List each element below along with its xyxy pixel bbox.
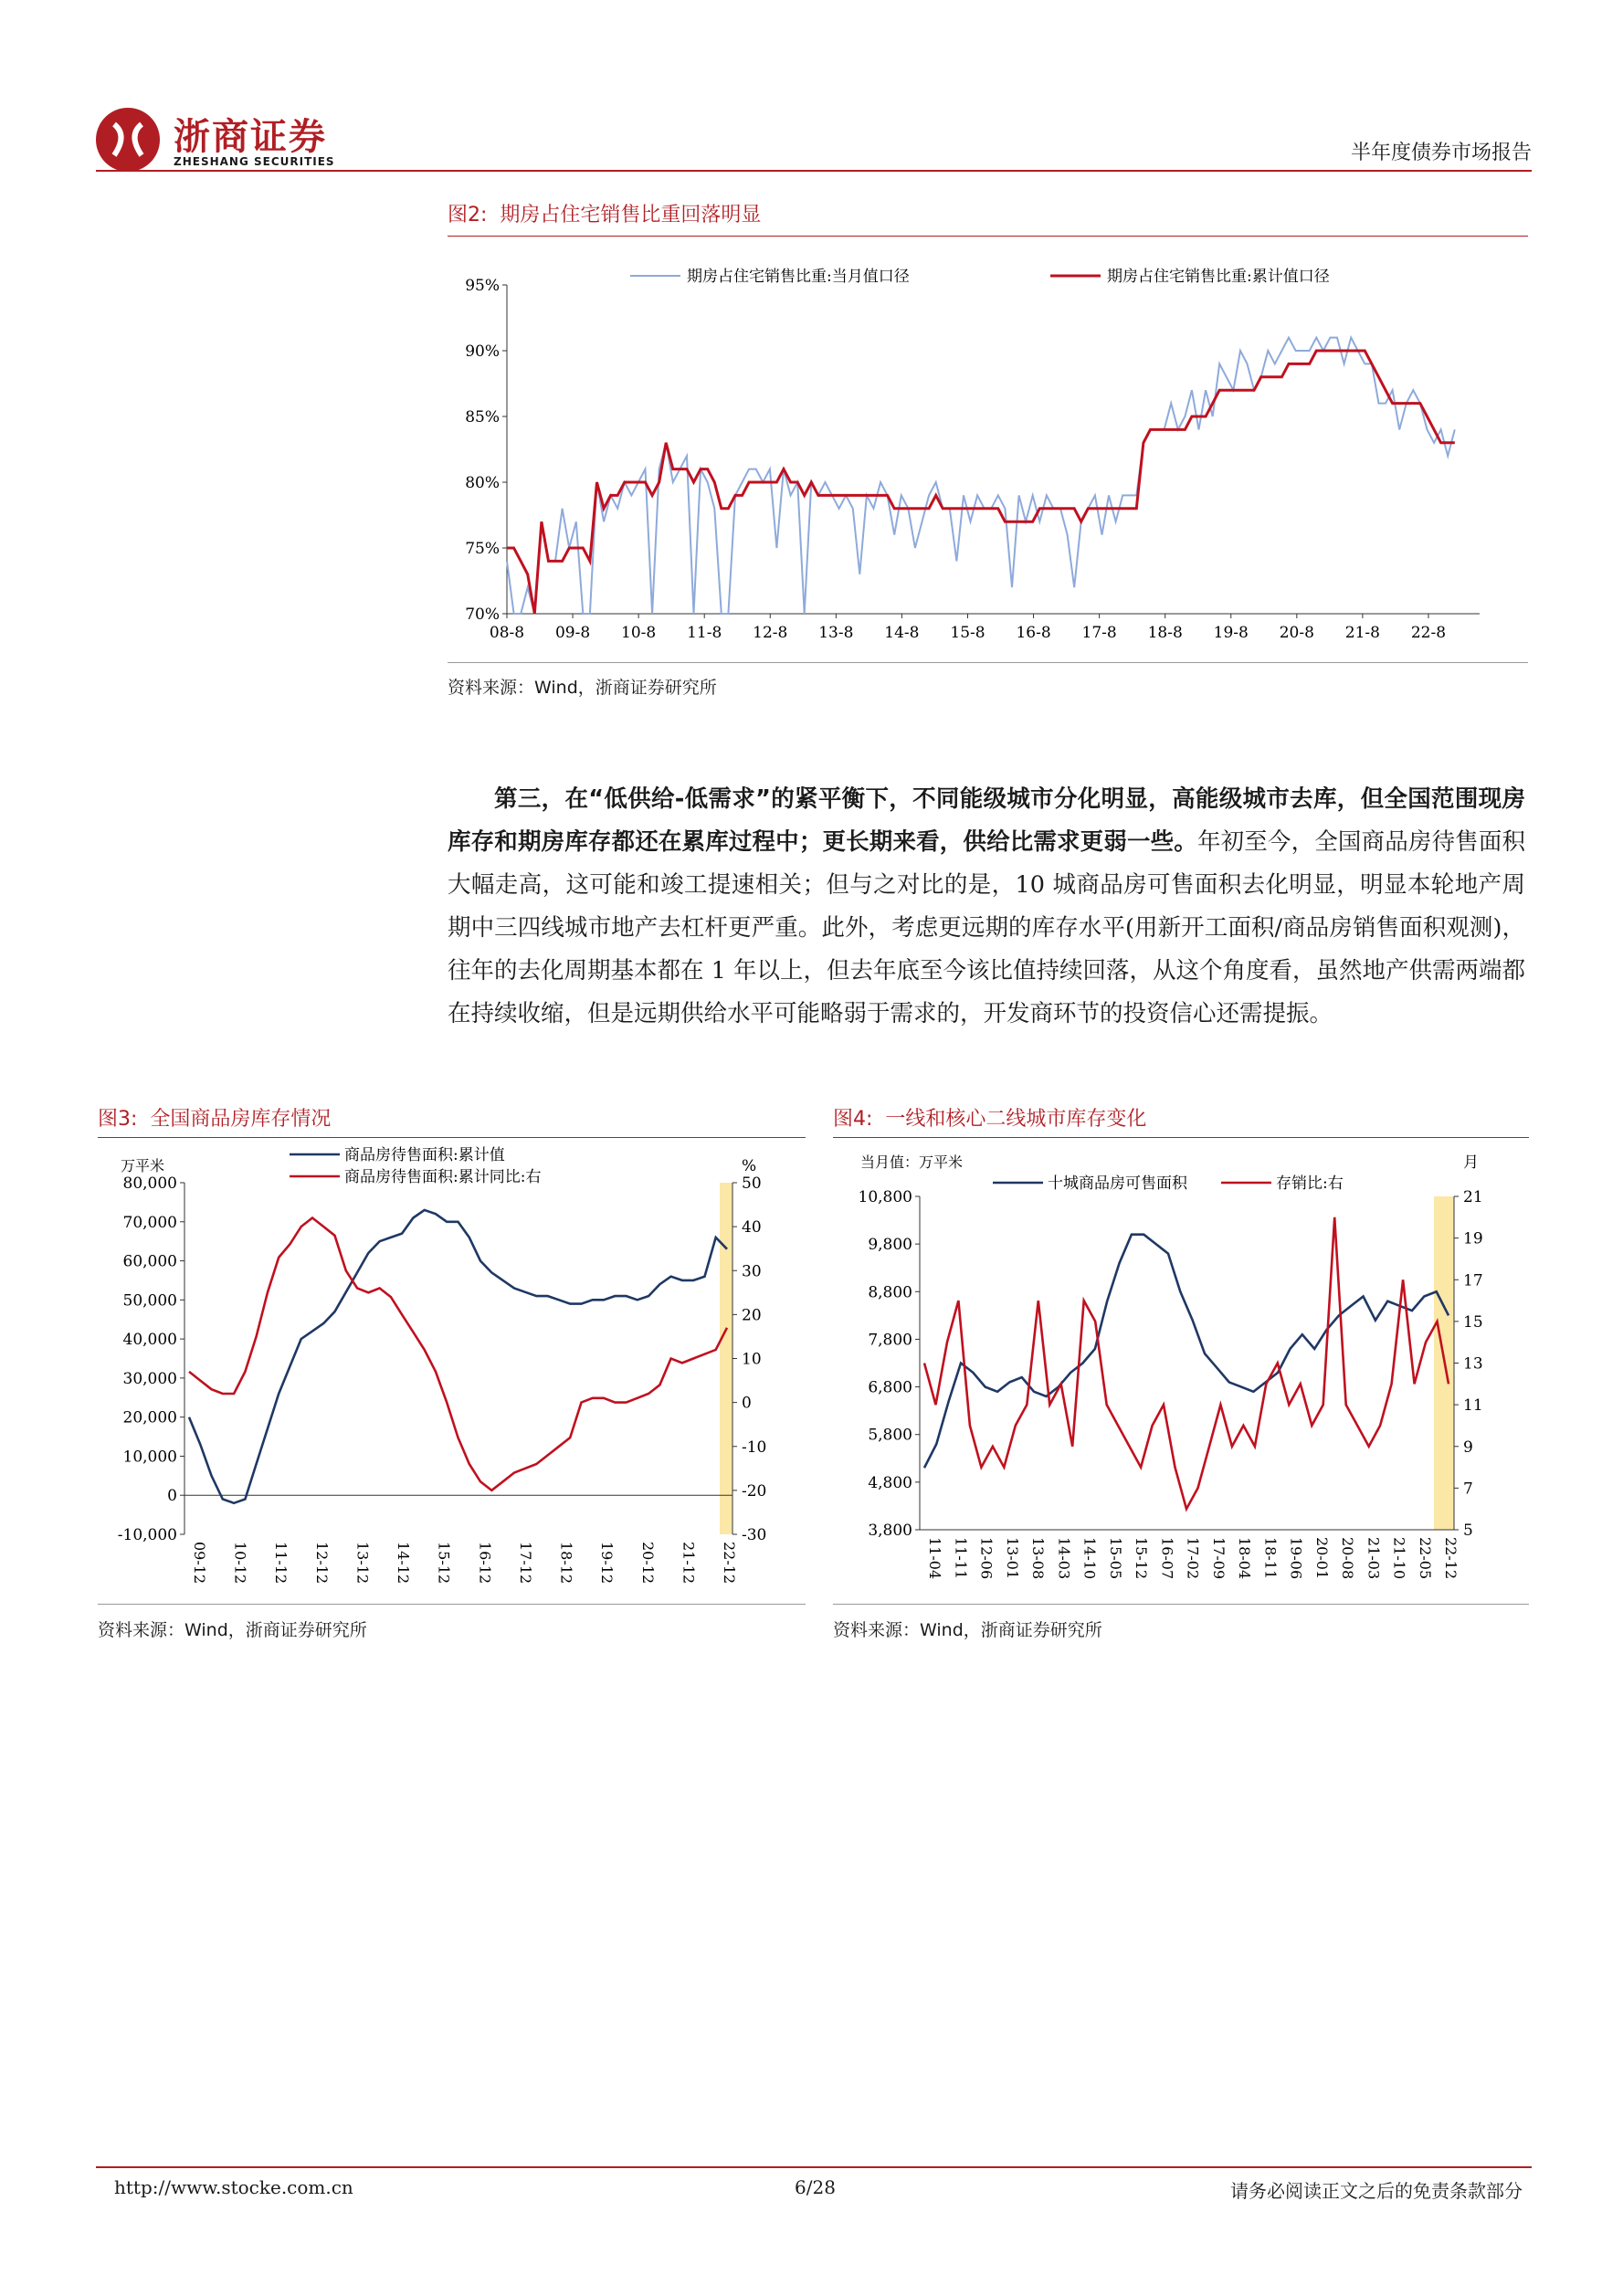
- logo-mark: [96, 108, 160, 172]
- fig2-y-tick-label: 70%: [465, 606, 500, 624]
- fig2-x-tick-label: 13-8: [818, 624, 854, 642]
- fig4-series-1-line: [924, 1235, 1449, 1469]
- fig4-x-tick-label: 15-05: [1106, 1537, 1124, 1580]
- page-number: 6/28: [795, 2176, 836, 2198]
- fig3-x-tick-label: 16-12: [476, 1542, 494, 1585]
- fig2-source: 资料来源：Wind，浙商证券研究所: [448, 678, 717, 698]
- fig3-y-left-tick-label: 0: [167, 1487, 177, 1506]
- fig2-x-tick-label: 14-8: [884, 624, 920, 642]
- fig3-x-tick-label: 19-12: [598, 1542, 617, 1585]
- fig3-legend-label: 商品房待售面积:累计值: [344, 1146, 505, 1164]
- fig3-y-left-tick-label: 80,000: [122, 1174, 177, 1193]
- fig4-x-tick-label: 15-12: [1133, 1537, 1150, 1580]
- fig4-x-tick-label: 12-06: [977, 1537, 996, 1580]
- fig3-y-right-tick-label: -10: [742, 1438, 767, 1457]
- fig4-x-tick-label: 21-10: [1390, 1537, 1408, 1580]
- fig3-top-rule: [98, 1137, 806, 1138]
- report-type: 半年度债券市场报告: [1350, 142, 1532, 164]
- fig3-x-tick-label: 14-12: [395, 1542, 413, 1585]
- paragraph-bold: 第三，在“低供给-低需求”的紧平衡下，不同能级城市分化明显，高能级城市去库，但全国范围现房库存和期房库存都还在累库过程中；更长期来看，供给比需求更弱一些。: [448, 785, 1525, 856]
- fig2-x-tick-label: 15-8: [950, 624, 985, 642]
- fig3-title: 图3: 全国商品房库存情况: [98, 1108, 332, 1131]
- fig3-y-right-tick-label: 0: [742, 1394, 752, 1413]
- fig2-y-tick-label: 85%: [465, 408, 500, 427]
- fig2-top-rule: [448, 236, 1528, 237]
- fig3-y-right-tick-label: -30: [742, 1526, 767, 1544]
- fig4-y-left-tick-label: 9,800: [868, 1236, 912, 1255]
- fig4-x-tick-label: 21-03: [1365, 1537, 1383, 1580]
- fig4-y-left-tick-label: 3,800: [868, 1522, 912, 1540]
- fig2-legend-label: 期房占住宅销售比重:累计值口径: [1107, 268, 1330, 286]
- fig3-series-1-line: [189, 1210, 727, 1503]
- fig4-x-tick-label: 18-04: [1236, 1537, 1253, 1580]
- fig3-y-left-tick-label: 30,000: [122, 1369, 177, 1388]
- fig3-x-tick-label: 12-12: [312, 1542, 331, 1585]
- fig4-x-tick-label: 18-11: [1261, 1537, 1280, 1580]
- fig4-y-left-tick-label: 5,800: [868, 1426, 912, 1445]
- fig2-legend-label: 期房占住宅销售比重:当月值口径: [687, 268, 910, 286]
- fig3-x-tick-label: 22-12: [721, 1542, 738, 1585]
- body-paragraph: [448, 778, 1525, 1036]
- fig2-x-tick-label: 08-8: [489, 624, 525, 642]
- fig4-x-tick-label: 14-03: [1055, 1537, 1073, 1580]
- fig3-y-left-tick-label: -10,000: [117, 1526, 177, 1544]
- fig4-x-tick-label: 13-01: [1003, 1537, 1021, 1580]
- fig3-legend-label: 商品房待售面积:累计同比:右: [344, 1168, 542, 1186]
- footer-rule: [96, 2166, 1532, 2168]
- fig2-chart: [448, 239, 1528, 659]
- fig4-y-right-tick-label: 15: [1463, 1312, 1483, 1332]
- fig3-y-left-tick-label: 10,000: [122, 1448, 177, 1467]
- fig3-x-tick-label: 10-12: [231, 1542, 249, 1585]
- fig4-y-right-tick-label: 13: [1463, 1354, 1483, 1374]
- fig4-x-tick-label: 22-05: [1416, 1537, 1434, 1580]
- fig3-source: 资料来源：Wind，浙商证券研究所: [98, 1620, 367, 1640]
- fig3-highlight-band: [720, 1183, 732, 1534]
- fig2-y-tick-label: 80%: [465, 474, 500, 492]
- header-rule: [96, 170, 1532, 172]
- fig2-y-tick-label: 90%: [465, 342, 500, 361]
- fig4-x-tick-label: 11-04: [926, 1537, 943, 1580]
- paragraph-normal: 年初至今，全国商品房待售面积大幅走高，这可能和竣工提速相关；但与之对比的是，10 城商品房可售面积去化明显，明显本轮地产周期中三四线城市地产去杠杆更严重。此外，考虑更远期的库存水平(用新开工面积/商品房销售面积观测)，往年的去化周期基本都在 1 年以上，但去年底至今该比值持续回落，从这个角度看，虽然地产供需两端都在持续收缩，但是远期供给水平可能略弱于需求的，开发商环节的投资信心还需提振。: [448, 828, 1525, 1027]
- fig4-source: 资料来源：Wind，浙商证券研究所: [833, 1620, 1102, 1640]
- fig3-y-right-tick-label: 50: [742, 1174, 762, 1193]
- logo-text: 浙商证券: [174, 116, 327, 158]
- fig2-title: 图2: 期房占住宅销售比重回落明显: [448, 204, 762, 226]
- fig2-series-1-line: [507, 338, 1455, 614]
- fig3-y-right-tick-label: 40: [742, 1218, 762, 1238]
- fig3-x-tick-label: 11-12: [272, 1542, 290, 1585]
- fig4-y-left-tick-label: 10,800: [858, 1188, 912, 1206]
- fig2-x-tick-label: 11-8: [687, 624, 722, 642]
- fig2-y-tick-label: 75%: [465, 540, 500, 558]
- fig2-y-tick-label: 95%: [465, 277, 500, 295]
- footer-url[interactable]: http://www.stocke.com.cn: [114, 2176, 353, 2198]
- fig4-x-tick-label: 13-08: [1029, 1537, 1047, 1580]
- fig2-x-tick-label: 10-8: [621, 624, 657, 642]
- fig2-bottom-rule: [448, 662, 1528, 663]
- fig2-x-tick-label: 12-8: [753, 624, 788, 642]
- footer-disclaimer: 请务必阅读正文之后的免责条款部分: [1230, 2180, 1523, 2202]
- fig3-y-left-tick-label: 40,000: [122, 1331, 177, 1350]
- fig4-x-tick-label: 16-07: [1158, 1537, 1176, 1580]
- fig3-x-tick-label: 21-12: [680, 1542, 698, 1585]
- fig4-y-right-tick-label: 7: [1463, 1480, 1473, 1499]
- fig3-x-tick-label: 15-12: [435, 1542, 453, 1585]
- fig4-top-rule: [833, 1137, 1529, 1138]
- fig3-bottom-rule: [98, 1604, 806, 1605]
- fig2-x-tick-label: 19-8: [1213, 624, 1249, 642]
- fig4-right-unit: 月: [1463, 1153, 1479, 1172]
- fig3-y-left-tick-label: 20,000: [122, 1408, 177, 1427]
- fig3-x-tick-label: 18-12: [557, 1542, 575, 1585]
- fig4-x-tick-label: 17-02: [1184, 1537, 1202, 1580]
- fig2-x-tick-label: 16-8: [1016, 624, 1051, 642]
- fig4-y-right-tick-label: 9: [1463, 1438, 1473, 1457]
- fig3-x-tick-label: 17-12: [516, 1542, 534, 1585]
- fig4-chart: [833, 1142, 1529, 1598]
- fig4-x-tick-label: 11-11: [952, 1537, 970, 1580]
- fig4-y-left-tick-label: 8,800: [868, 1283, 912, 1302]
- fig4-bottom-rule: [833, 1604, 1529, 1605]
- fig3-y-left-tick-label: 70,000: [122, 1213, 177, 1232]
- fig3-y-left-tick-label: 50,000: [122, 1291, 177, 1311]
- fig4-y-right-tick-label: 11: [1463, 1396, 1483, 1416]
- fig4-legend-label: 十城商品房可售面积: [1048, 1174, 1187, 1193]
- fig4-y-left-tick-label: 6,800: [868, 1378, 912, 1397]
- fig4-x-tick-label: 14-10: [1080, 1537, 1099, 1580]
- fig4-legend-label: 存销比:右: [1276, 1174, 1344, 1193]
- fig3-x-tick-label: 20-12: [638, 1542, 657, 1585]
- fig4-x-tick-label: 17-09: [1209, 1537, 1228, 1580]
- fig3-y-right-tick-label: 20: [742, 1306, 762, 1325]
- fig4-title: 图4: 一线和核心二线城市库存变化: [833, 1108, 1147, 1131]
- fig3-y-left-tick-label: 60,000: [122, 1252, 177, 1271]
- fig4-x-tick-label: 20-01: [1312, 1537, 1331, 1580]
- fig4-y-right-tick-label: 17: [1463, 1271, 1483, 1290]
- fig4-series-2-line: [924, 1217, 1449, 1509]
- fig4-y-right-tick-label: 21: [1463, 1188, 1483, 1206]
- fig3-x-tick-label: 09-12: [191, 1542, 208, 1585]
- fig2-x-tick-label: 21-8: [1344, 624, 1380, 642]
- fig4-x-tick-label: 19-06: [1287, 1537, 1305, 1580]
- fig3-chart: [98, 1142, 806, 1598]
- fig2-x-tick-label: 22-8: [1410, 624, 1447, 642]
- fig4-left-unit: 当月值：万平米: [860, 1153, 964, 1171]
- fig4-x-tick-label: 22-12: [1442, 1537, 1460, 1580]
- fig2-x-tick-label: 09-8: [554, 624, 591, 642]
- logo-subtext: ZHESHANG SECURITIES: [174, 155, 335, 168]
- fig2-x-tick-label: 20-8: [1279, 624, 1314, 642]
- fig3-y-right-tick-label: 10: [742, 1350, 762, 1369]
- fig3-x-tick-label: 13-12: [353, 1542, 372, 1585]
- fig3-right-unit: %: [742, 1157, 757, 1175]
- fig4-y-right-tick-label: 5: [1463, 1522, 1473, 1540]
- fig4-y-left-tick-label: 4,800: [868, 1473, 912, 1492]
- fig3-series-2-line: [189, 1218, 727, 1490]
- fig4-y-left-tick-label: 7,800: [868, 1331, 912, 1350]
- fig4-x-tick-label: 20-08: [1339, 1537, 1356, 1580]
- fig3-left-unit: 万平米: [121, 1157, 165, 1174]
- fig2-series-2-line: [507, 351, 1455, 614]
- fig2-x-tick-label: 17-8: [1081, 624, 1117, 642]
- fig4-y-right-tick-label: 19: [1463, 1229, 1483, 1248]
- fig3-y-right-tick-label: -20: [742, 1481, 767, 1501]
- fig2-x-tick-label: 18-8: [1147, 624, 1183, 642]
- fig3-y-right-tick-label: 30: [742, 1262, 762, 1281]
